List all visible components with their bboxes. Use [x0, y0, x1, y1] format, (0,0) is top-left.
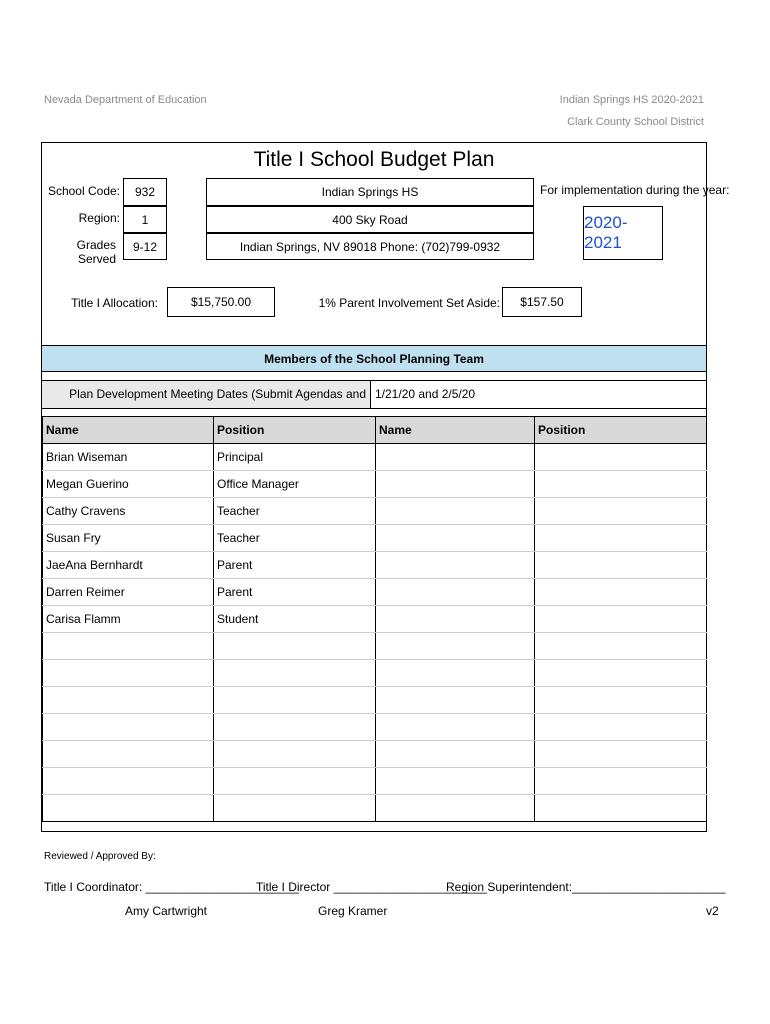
- header-name-1: Name: [43, 417, 214, 444]
- header-position-1: Position: [214, 417, 376, 444]
- parent-involvement-value: $157.50: [502, 287, 582, 317]
- member-name: [43, 687, 214, 714]
- member-name: [376, 660, 535, 687]
- member-position: [214, 795, 376, 822]
- team-section-title: Members of the School Planning Team: [42, 345, 706, 372]
- member-position: [535, 579, 707, 606]
- table-row: [43, 795, 707, 822]
- member-name: [376, 552, 535, 579]
- member-position: [535, 687, 707, 714]
- header-name-2: Name: [376, 417, 535, 444]
- team-table-header: [43, 417, 707, 444]
- member-position: [535, 498, 707, 525]
- table-row: [43, 660, 707, 687]
- member-position: [214, 714, 376, 741]
- member-name: Brian Wiseman: [43, 444, 214, 471]
- member-position: [535, 444, 707, 471]
- school-city-phone: Indian Springs, NV 89018 Phone: (702)799-0932: [206, 233, 534, 260]
- table-row: [43, 741, 707, 768]
- director-signature-line: Title I Director _______________________: [256, 880, 488, 894]
- member-name: [376, 498, 535, 525]
- member-name: [376, 795, 535, 822]
- member-name: [376, 525, 535, 552]
- page-title: Title I School Budget Plan: [253, 148, 495, 171]
- allocation-value: $15,750.00: [167, 287, 275, 317]
- member-position: Office Manager: [214, 471, 376, 498]
- table-row: [43, 633, 707, 660]
- member-position: Teacher: [214, 498, 376, 525]
- member-position: [535, 768, 707, 795]
- region-label: Region:: [78, 211, 120, 225]
- member-position: Student: [214, 606, 376, 633]
- header-district: Clark County School District: [567, 116, 704, 128]
- team-table: [42, 416, 707, 822]
- member-position: [535, 633, 707, 660]
- member-name: Carisa Flamm: [43, 606, 214, 633]
- member-position: [535, 741, 707, 768]
- member-position: [535, 606, 707, 633]
- member-name: [43, 768, 214, 795]
- table-row: [43, 471, 707, 498]
- table-row: [43, 525, 707, 552]
- implementation-label: For implementation during the year:: [540, 183, 730, 197]
- grades-label: Grades Served: [76, 238, 116, 266]
- member-name: [376, 444, 535, 471]
- director-name: Greg Kramer: [318, 904, 388, 918]
- header-position-2: Position: [535, 417, 707, 444]
- table-row: [43, 552, 707, 579]
- member-position: [535, 660, 707, 687]
- member-position: [214, 687, 376, 714]
- table-row: [43, 444, 707, 471]
- meeting-dates-row: [42, 380, 706, 409]
- version-label: v2: [706, 904, 719, 918]
- grades-value: 9-12: [123, 233, 167, 260]
- member-name: Megan Guerino: [43, 471, 214, 498]
- school-name: Indian Springs HS: [206, 178, 534, 206]
- member-position: Principal: [214, 444, 376, 471]
- meeting-dates-value: 1/21/20 and 2/5/20: [370, 381, 475, 408]
- member-name: [43, 741, 214, 768]
- member-name: [376, 768, 535, 795]
- member-name: [376, 741, 535, 768]
- member-position: [214, 741, 376, 768]
- member-name: [376, 687, 535, 714]
- reviewed-label: Reviewed / Approved By:: [44, 851, 156, 862]
- school-code-value: 932: [123, 178, 167, 206]
- member-name: Cathy Cravens: [43, 498, 214, 525]
- member-position: [535, 471, 707, 498]
- member-position: [535, 552, 707, 579]
- table-row: [43, 768, 707, 795]
- member-position: [535, 714, 707, 741]
- member-name: [376, 606, 535, 633]
- member-position: [535, 795, 707, 822]
- member-name: [43, 633, 214, 660]
- member-name: JaeAna Bernhardt: [43, 552, 214, 579]
- table-row: [43, 579, 707, 606]
- implementation-year: 2020-2021: [583, 206, 663, 260]
- superintendent-signature-line: Region Superintendent:_______________________: [446, 880, 726, 894]
- member-name: [376, 633, 535, 660]
- table-row: [43, 606, 707, 633]
- member-name: [43, 714, 214, 741]
- meeting-dates-label: Plan Development Meeting Dates (Submit Agendas and: [42, 381, 370, 408]
- region-value: 1: [123, 206, 167, 233]
- header-school-year: Indian Springs HS 2020-2021: [559, 94, 704, 106]
- member-name: [376, 714, 535, 741]
- member-name: Susan Fry: [43, 525, 214, 552]
- member-name: [43, 795, 214, 822]
- coordinator-name: Amy Cartwright: [125, 904, 208, 918]
- member-position: [535, 525, 707, 552]
- member-name: [43, 660, 214, 687]
- member-name: Darren Reimer: [43, 579, 214, 606]
- member-position: Parent: [214, 552, 376, 579]
- member-position: Teacher: [214, 525, 376, 552]
- table-row: [43, 714, 707, 741]
- parent-involvement-label: 1% Parent Involvement Set Aside:: [318, 296, 500, 310]
- coordinator-signature-line: Title I Coordinator: _______________________: [44, 880, 300, 894]
- member-position: [214, 660, 376, 687]
- table-row: [43, 687, 707, 714]
- member-position: [214, 768, 376, 795]
- header-agency: Nevada Department of Education: [44, 94, 207, 106]
- member-name: [376, 471, 535, 498]
- table-row: [43, 498, 707, 525]
- school-code-label: School Code:: [47, 184, 120, 198]
- member-position: Parent: [214, 579, 376, 606]
- member-position: [214, 633, 376, 660]
- school-address: 400 Sky Road: [206, 206, 534, 233]
- member-name: [376, 579, 535, 606]
- allocation-label: Title I Allocation:: [71, 296, 158, 310]
